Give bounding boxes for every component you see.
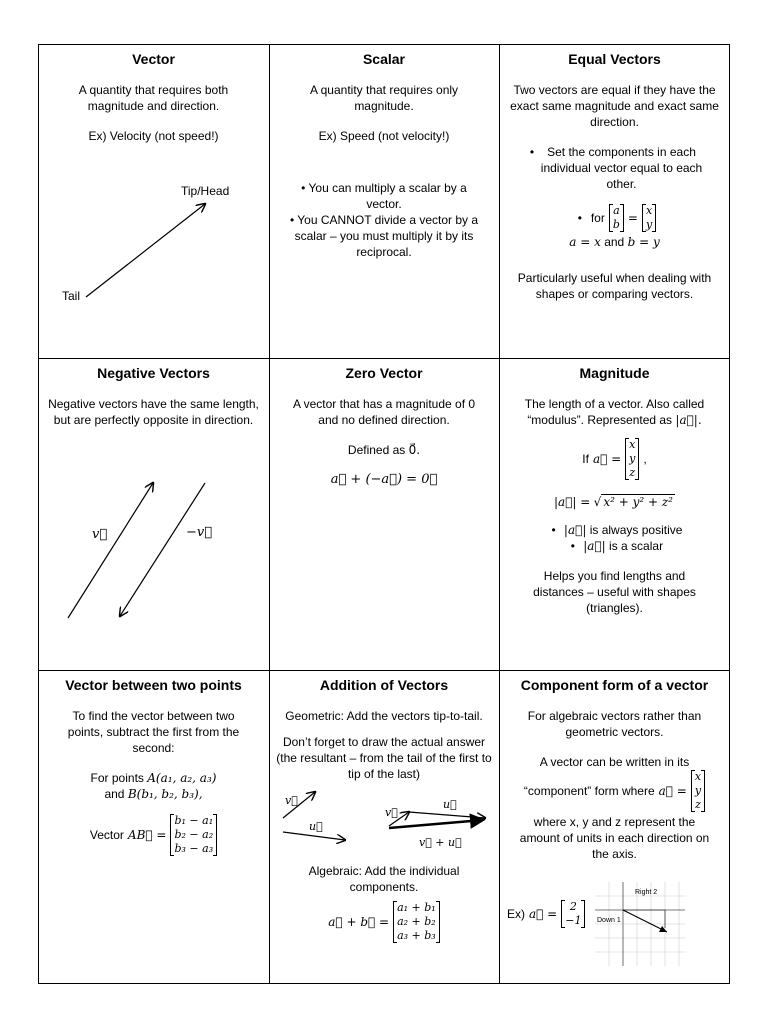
addition-algebraic: Algebraic: Add the individual components.	[308, 864, 460, 894]
v-arrow	[68, 483, 153, 618]
addition-geometric: Geometric: Add the vectors tip-to-tail.	[285, 709, 483, 723]
negative-vectors-diagram	[38, 478, 269, 628]
cell-title: Component form of a vector	[520, 677, 709, 693]
zero-defined: Defined as 0⃗.	[347, 443, 421, 457]
matrix-xyz: x y z	[625, 438, 639, 480]
scalar-definition: A quantity that requires only magnitude.	[309, 83, 459, 113]
matrix-difference: b₁ − a₁ b₂ − a₂ b₃ − a₃	[170, 814, 217, 856]
example-vector-arrow	[623, 910, 667, 932]
vector-arrow-diagram	[38, 182, 269, 342]
between-points: For points A(a₁, a₂, a₃) and B(b₁, b₂, b₃),	[90, 771, 217, 801]
scalar-example: Ex) Speed (not velocity!)	[318, 129, 450, 143]
tail-label: Tail	[62, 289, 81, 303]
v-label: v⃗	[285, 794, 298, 807]
vector-arrow	[86, 204, 205, 297]
matrix-ab: a b	[609, 204, 624, 232]
cell-zero-vector	[269, 358, 499, 670]
matrix-sum: a₁ + b₁ a₂ + b₂ a₃ + b₃	[393, 901, 440, 943]
component-definition: For algebraic vectors rather than geometric vectors.	[527, 709, 702, 739]
cell-title: Magnitude	[579, 365, 650, 381]
magnitude-note: Helps you find lengths and distances – useful with shapes (triangles).	[533, 569, 696, 615]
matrix-xy: x y	[642, 204, 656, 232]
matrix-example: 2 −1	[561, 900, 585, 928]
magnitude-if: If a⃗ = x y z ,	[582, 438, 647, 479]
cell-title: Equal Vectors	[568, 51, 661, 67]
component-form-line: “component” form where a⃗ = x y z	[505, 770, 724, 812]
component-example-graph	[595, 882, 685, 966]
magnitude-definition: The length of a vector. Also called “modulus”. Represented as |a⃗|.	[524, 397, 705, 427]
resultant-label: v⃗ + u⃗	[419, 836, 462, 849]
bullet-dot: •	[577, 211, 582, 225]
cell-addition-of-vectors	[269, 670, 499, 984]
matrix-xyz: x y z	[691, 770, 705, 812]
zero-formula: a⃗ + (−a⃗) = 0⃗	[330, 472, 438, 487]
neg-v-arrow	[120, 483, 205, 616]
component-example: Ex) a⃗ = 2 −1	[507, 900, 585, 928]
negative-definition: Negative vectors have the same length, but are perfectly opposite in direction.	[48, 397, 259, 427]
component-where: where x, y and z represent the amount of units in each direction on the axis.	[519, 815, 710, 861]
cell-vector	[38, 44, 269, 358]
neg-v-label: −v⃗	[186, 525, 213, 540]
cell-title: Zero Vector	[345, 365, 423, 381]
between-definition: To find the vector between two points, subtract the first from the second:	[67, 709, 240, 755]
scalar-bullet: • You CANNOT divide a vector by a scalar – you must multiply it by its reciprocal.	[289, 213, 479, 259]
vector-reference-sheet	[38, 44, 730, 984]
cell-magnitude	[499, 358, 730, 670]
cell-title: Vector between two points	[65, 677, 242, 693]
tip-label: Tip/Head	[181, 184, 230, 198]
cell-equal-vectors	[499, 44, 730, 358]
cell-title: Addition of Vectors	[319, 677, 449, 693]
component-written: A vector can be written in its	[539, 755, 690, 769]
cell-vector-between-points	[38, 670, 269, 984]
magnitude-formula: |a⃗| = √ x² + y² + z²	[554, 495, 673, 509]
cell-title: Vector	[132, 51, 175, 67]
cell-negative-vectors	[38, 358, 269, 670]
equal-note: Particularly useful when dealing with shapes or comparing vectors.	[517, 271, 712, 301]
v-label: v⃗	[92, 527, 108, 542]
bullet-dot: •	[529, 145, 535, 159]
magnitude-bullet: • |a⃗| is always positive	[551, 523, 683, 537]
graph-down-label: Down 1	[597, 917, 621, 924]
cell-component-form	[499, 670, 730, 984]
svg-text:u⃗: u⃗	[443, 798, 457, 811]
addition-diagram	[273, 786, 495, 861]
vector-definition: A quantity that requires both magnitude and direction.	[78, 83, 229, 113]
u-arrow-tip-to-tail	[409, 812, 485, 818]
addition-resultant-note: Don’t forget to draw the actual answer (the resultant – from the tail of the first to tip of the last)	[276, 735, 492, 781]
cell-title: Negative Vectors	[97, 365, 210, 381]
u-arrow	[283, 832, 345, 840]
between-formula: Vector AB⃗ = b₁ − a₁ b₂ − a₂ b₃ − a₃	[44, 814, 263, 856]
cell-title: Scalar	[362, 51, 406, 67]
vector-example: Ex) Velocity (not speed!)	[88, 129, 219, 143]
equal-result: a = x and b = y	[569, 235, 660, 249]
svg-text:v⃗: v⃗	[385, 806, 398, 819]
resultant-arrow	[389, 820, 483, 828]
scalar-bullet: • You can multiply a scalar by a vector.	[301, 181, 467, 211]
equal-formula: • for a b = x y	[505, 204, 724, 232]
magnitude-bullet: • |a⃗| is a scalar	[570, 539, 664, 553]
cell-scalar	[269, 44, 499, 358]
graph-right-label: Right 2	[635, 889, 658, 896]
zero-definition: A vector that has a magnitude of 0 and no defined direction.	[292, 397, 476, 427]
u-label: u⃗	[309, 820, 323, 833]
equal-bullet: • Set the components in each individual vector equal to each other.	[505, 144, 724, 192]
addition-formula: a⃗ + b⃗ = a₁ + b₁ a₂ + b₂ a₃ + b₃	[273, 901, 495, 943]
equal-definition: Two vectors are equal if they have the exact same magnitude and exact same direction.	[510, 83, 719, 129]
